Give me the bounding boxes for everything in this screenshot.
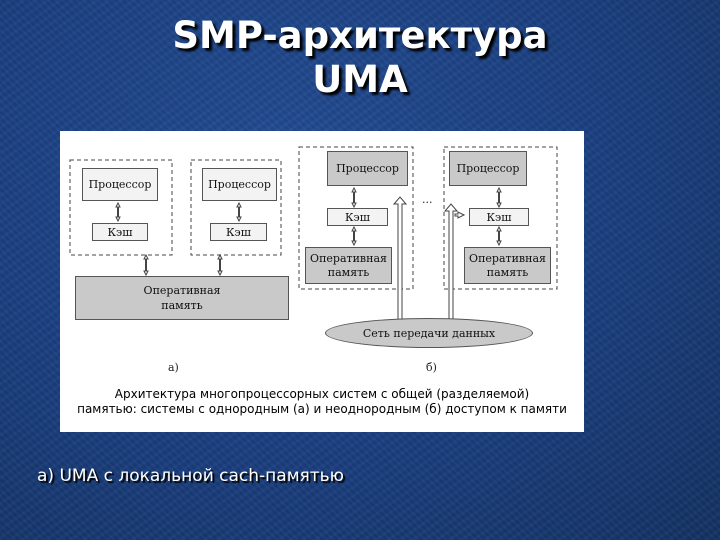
memory-label-line2: память (161, 299, 203, 312)
memory-b2-line1: Оперативная (469, 251, 546, 265)
label-a: а) (168, 361, 179, 374)
title-line-1: SMP-архитектура (172, 14, 548, 57)
processor-box-b2: Процессор (449, 151, 527, 186)
ellipsis-label: ... (422, 193, 433, 206)
processor-box-b1: Процессор (327, 151, 408, 186)
network-ellipse: Сеть передачи данных (325, 318, 533, 348)
memory-b1-line2: память (327, 265, 370, 279)
cache-box-b2: Кэш (469, 208, 529, 226)
figure-caption-line1: Архитектура многопроцессорных систем с общей (разделяемой) (114, 387, 530, 401)
processor-box-a2: Процессор (202, 168, 277, 201)
shared-memory-box (75, 276, 289, 320)
title-line-2: UMA (312, 58, 408, 101)
memory-b2-line2: память (486, 265, 529, 279)
architecture-figure (60, 131, 584, 432)
memory-b1-line1: Оперативная (310, 251, 387, 265)
label-b: б) (426, 361, 437, 374)
figure-caption-line2: памятью: системы с однородным (а) и неоднородным (б) доступом к памяти (77, 402, 567, 416)
memory-label-line1: Оперативная (143, 284, 221, 297)
memory-box-b1 (305, 247, 392, 284)
slide-subtitle: а) UMA с локальной cach-памятью (37, 466, 344, 486)
cache-box-a2: Кэш (210, 223, 267, 241)
slide-title (0, 14, 720, 102)
processor-box-a1: Процессор (82, 168, 158, 201)
memory-box-b2 (464, 247, 551, 284)
cache-box-b1: Кэш (327, 208, 388, 226)
cache-box-a1: Кэш (92, 223, 148, 241)
